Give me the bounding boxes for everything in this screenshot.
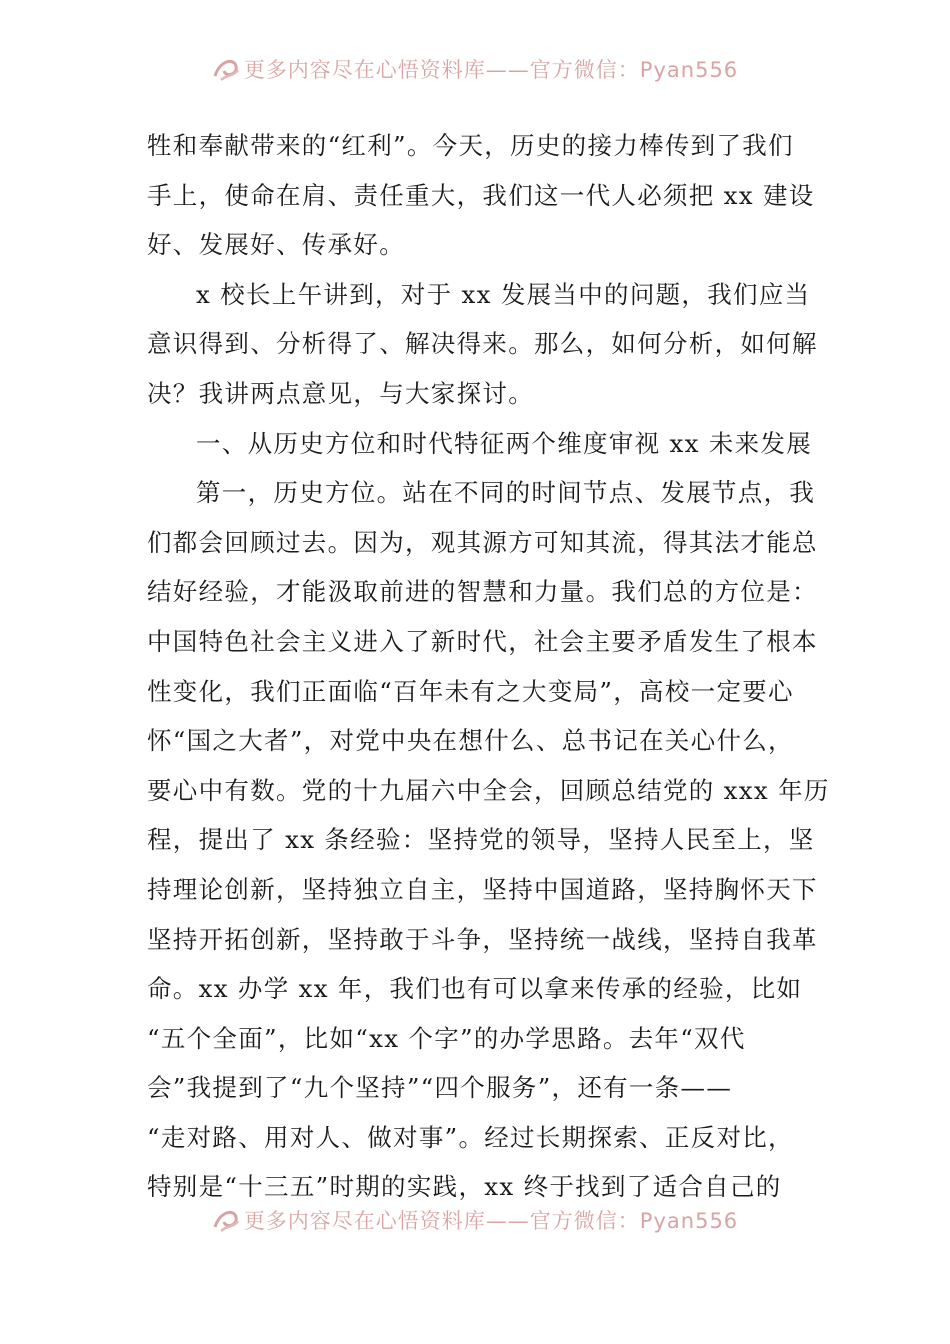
text-line: 坚持开拓创新，坚持敢于斗争，坚持统一战线，坚持自我革 [147, 924, 818, 954]
text-line: 手上，使命在肩、责任重大，我们这一代人必须把 xx 建设 [147, 180, 815, 210]
watermark-footer [0, 1203, 950, 1237]
text-line: 命。xx 办学 xx 年，我们也有可以拿来传承的经验，比如 [147, 974, 803, 1004]
text-line: 要心中有数。党的十九届六中全会，回顾总结党的 xxx 年历 [147, 775, 830, 805]
text-line: “走对路、用对人、做对事”。经过长期探索、正反对比， [147, 1122, 794, 1152]
text-line: 特别是“十三五”时期的实践，xx 终于找到了适合自己的 [147, 1172, 782, 1202]
text-line: 怀“国之大者”，对党中央在想什么、总书记在关心什么， [147, 726, 794, 756]
text-line: 性变化，我们正面临“百年未有之大变局”，高校一定要心 [147, 676, 794, 706]
document-body [147, 121, 830, 1212]
text-line: 会”我提到了“九个坚持”“四个服务”，还有一条—— [147, 1073, 733, 1103]
text-line: 一、从历史方位和时代特征两个维度审视 xx 未来发展 [196, 428, 813, 458]
watermark-header [0, 52, 950, 86]
text-line: 意识得到、分析得了、解决得来。那么，如何分析，如何解 [147, 329, 818, 359]
text-line: 决？我讲两点意见，与大家探讨。 [147, 378, 534, 408]
swirl-logo-icon [212, 1207, 240, 1233]
text-line: x 校长上午讲到，对于 xx 发展当中的问题，我们应当 [196, 279, 811, 309]
text-line: 持理论创新，坚持独立自主，坚持中国道路，坚持胸怀天下 [147, 874, 818, 904]
text-line: 牲和奉献带来的“红利”。今天，历史的接力棒传到了我们 [147, 131, 794, 160]
text-line: 好、发展好、传承好。 [147, 230, 405, 260]
watermark-text: 更多内容尽在心悟资料库——官方微信：Pyan556 [243, 58, 739, 82]
swirl-logo-icon [212, 56, 240, 82]
watermark-text: 更多内容尽在心悟资料库——官方微信：Pyan556 [243, 1209, 739, 1233]
text-line: 中国特色社会主义进入了新时代，社会主要矛盾发生了根本 [147, 626, 818, 656]
text-line: “五个全面”，比如“xx 个字”的办学思路。去年“双代 [147, 1023, 746, 1053]
text-line: 程，提出了 xx 条经验：坚持党的领导，坚持人民至上，坚 [147, 825, 815, 855]
text-line: 们都会回顾过去。因为，观其源方可知其流，得其法才能总 [147, 527, 818, 557]
text-line: 结好经验，才能汲取前进的智慧和力量。我们总的方位是： [147, 577, 818, 607]
text-line: 第一，历史方位。站在不同的时间节点、发展节点，我 [196, 478, 816, 508]
